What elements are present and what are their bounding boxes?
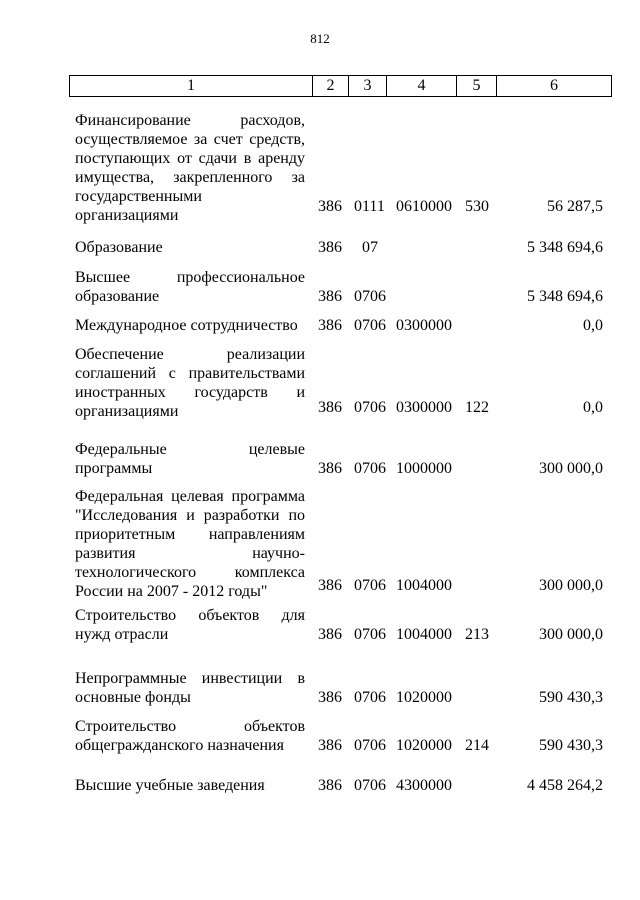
cell-target-code: 1004000	[396, 626, 452, 643]
cell-target-code: 0610000	[396, 198, 452, 215]
cell-expense-code: 214	[465, 737, 489, 754]
column-header-5: 5	[457, 76, 497, 97]
row-description: Строительство объектов общегражданского назначения	[75, 718, 305, 754]
cell-amount: 56 287,5	[547, 198, 603, 215]
cell-amount: 0,0	[583, 317, 603, 334]
table-row	[0, 669, 640, 707]
cell-expense-code: 213	[465, 626, 489, 643]
cell-amount: 300 000,0	[539, 626, 603, 643]
cell-admin-code: 386	[318, 317, 342, 334]
row-description: Международное сотрудничество	[75, 317, 298, 334]
column-header-4: 4	[387, 76, 457, 97]
table-row	[0, 345, 640, 420]
cell-admin-code: 386	[318, 460, 342, 477]
page-number: 812	[310, 31, 330, 46]
cell-amount: 5 348 694,6	[527, 239, 603, 256]
cell-admin-code: 386	[318, 577, 342, 594]
cell-amount: 300 000,0	[539, 460, 603, 477]
table-row	[0, 487, 640, 600]
cell-expense-code: 122	[465, 399, 489, 416]
cell-admin-code: 386	[318, 689, 342, 706]
cell-admin-code: 386	[318, 777, 342, 794]
row-description: Федеральная целевая программа "Исследования и разработки по приоритетным направлениям развития научно-технологического комплекса России на 2007 - 2012 годы"	[75, 488, 305, 600]
cell-amount: 4 458 264,2	[527, 777, 603, 794]
cell-section-code: 0706	[354, 577, 386, 594]
table-row	[0, 776, 640, 795]
column-header-6: 6	[497, 76, 612, 97]
cell-target-code: 0300000	[396, 317, 452, 334]
column-header-3: 3	[349, 76, 387, 97]
cell-expense-code: 530	[465, 198, 489, 215]
row-description: Строительство объектов для нужд отрасли	[75, 607, 305, 643]
table-row	[0, 238, 640, 257]
row-description: Федеральные целевые программы	[75, 441, 305, 477]
column-header-1: 1	[70, 76, 313, 97]
table-row	[0, 111, 640, 224]
cell-section-code: 0706	[354, 777, 386, 794]
row-description: Непрограммные инвестиции в основные фонды	[75, 670, 305, 706]
cell-amount: 0,0	[583, 399, 603, 416]
cell-amount: 300 000,0	[539, 577, 603, 594]
cell-amount: 5 348 694,6	[527, 288, 603, 305]
table-row	[0, 316, 640, 335]
cell-section-code: 0111	[354, 198, 385, 215]
cell-section-code: 07	[362, 239, 378, 256]
table-row	[0, 717, 640, 755]
cell-amount: 590 430,3	[539, 689, 603, 706]
cell-target-code: 1000000	[396, 460, 452, 477]
cell-section-code: 0706	[354, 460, 386, 477]
cell-admin-code: 386	[318, 198, 342, 215]
row-description: Финансирование расходов, осуществляемое за счет средств, поступающих от сдачи в аренду имущества, закрепленного за государственными организациями	[75, 112, 305, 224]
column-header-table	[69, 75, 612, 97]
row-description: Обеспечение реализации соглашений с правительствами иностранных государств и организациями	[75, 346, 305, 420]
cell-target-code: 4300000	[396, 777, 452, 794]
cell-section-code: 0706	[354, 317, 386, 334]
cell-target-code: 1020000	[396, 689, 452, 706]
cell-admin-code: 386	[318, 288, 342, 305]
column-header-2: 2	[313, 76, 349, 97]
table-row	[0, 440, 640, 478]
cell-amount: 590 430,3	[539, 737, 603, 754]
cell-section-code: 0706	[354, 399, 386, 416]
cell-section-code: 0706	[354, 626, 386, 643]
cell-admin-code: 386	[318, 737, 342, 754]
cell-admin-code: 386	[318, 626, 342, 643]
cell-section-code: 0706	[354, 689, 386, 706]
table-row	[0, 606, 640, 644]
cell-target-code: 0300000	[396, 399, 452, 416]
row-description: Высшее профессиональное образование	[75, 269, 305, 305]
row-description: Высшие учебные заведения	[75, 777, 265, 794]
cell-section-code: 0706	[354, 737, 386, 754]
cell-target-code: 1004000	[396, 577, 452, 594]
cell-section-code: 0706	[354, 288, 386, 305]
table-row	[0, 268, 640, 306]
cell-admin-code: 386	[318, 399, 342, 416]
cell-admin-code: 386	[318, 239, 342, 256]
row-description: Образование	[75, 239, 163, 256]
cell-target-code: 1020000	[396, 737, 452, 754]
